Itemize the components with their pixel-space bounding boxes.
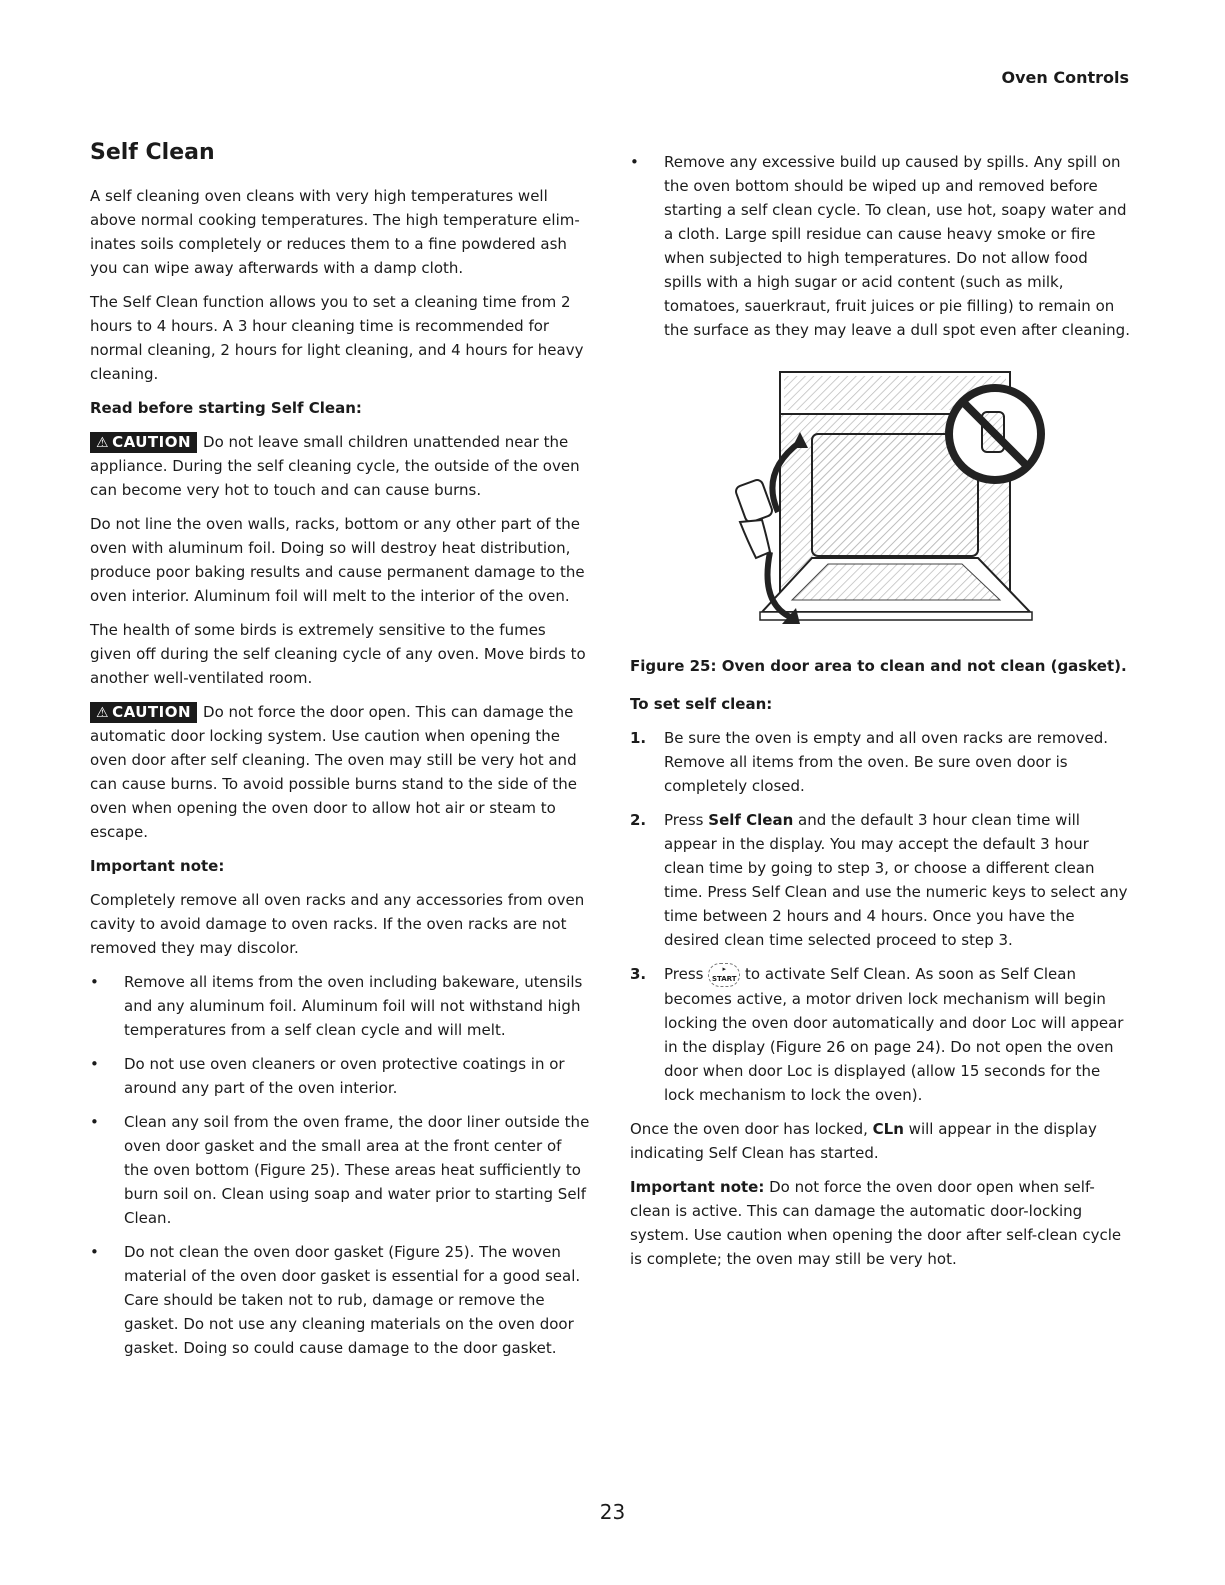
self-clean-key: Self Clean — [708, 811, 794, 829]
intro-paragraph-1: A self cleaning oven cleans with very high temperatures well above normal cooking temperatures. The high temperature elim-inates soils completely or reduces them to a fine powdered ash you can wipe away afterwards with a damp cloth. — [90, 187, 580, 277]
step-number: 3. — [630, 965, 647, 983]
bullet-dot: • — [90, 1243, 99, 1261]
important-note-label: Important note: — [630, 1177, 765, 1196]
step-number: 2. — [630, 811, 647, 829]
step-item — [630, 808, 1130, 952]
warning-triangle-icon: ⚠ — [96, 435, 110, 451]
step-text-pre: Press — [664, 965, 704, 983]
caution-text-2: Do not force the door open. This can damage the automatic door locking system. Use caution when opening the oven door after self cleaning. The oven may still be very hot and can cause burns. To avoid possible burns stand to the side of the oven when opening the oven door to allow hot air or steam to escape. — [90, 703, 577, 841]
oven-illustration — [700, 362, 1060, 642]
locked-text-post: will appear in the display indicating Self Clean has started. — [630, 1119, 1097, 1162]
section-header: Oven Controls — [1001, 68, 1129, 87]
left-column — [90, 140, 590, 1370]
to-set-heading: To set self clean: — [630, 695, 773, 713]
caution-paragraph-2 — [90, 700, 590, 844]
important-note-body: Do not force the oven door open when self-clean is active. This can damage the automatic door-locking system. Use caution when opening the door after self-clean cycle is complete; the oven may still be very hot. — [630, 1177, 1122, 1268]
bullet-dot: • — [90, 1113, 99, 1131]
step-number: 1. — [630, 729, 647, 747]
page-number: 23 — [599, 1500, 626, 1524]
list-item — [90, 970, 590, 1042]
list-item — [630, 150, 1130, 342]
step-text: Be sure the oven is empty and all oven racks are removed. Remove all items from the oven. Be sure oven door is completely closed. — [664, 729, 1109, 795]
caution-paragraph-1 — [90, 430, 590, 502]
steps-list — [630, 726, 1130, 1107]
important-note-text: Completely remove all oven racks and any accessories from oven cavity to avoid damage to oven racks. If the oven racks are not removed they may discolor. — [90, 891, 585, 957]
list-item-text: Remove any excessive build up caused by spills. Any spill on the oven bottom should be wiped up and removed before starting a self clean cycle. To clean, use hot, soapy water and a cloth. Large spill residue can cause heavy smoke or fire when subjected to high temperatures. Do not allow food spills with a high sugar or acid content (such as milk, tomatoes, sauerkraut, fruit juices or pie filling) to remain on the surface as they may leave a dull spot even after cleaning. — [664, 153, 1130, 339]
bullet-dot: • — [90, 1055, 99, 1073]
caution-text-1: Do not leave small children unattended near the appliance. During the self cleaning cycle, the outside of the oven can become very hot to touch and can cause burns. — [90, 433, 580, 499]
intro-paragraph-2: The Self Clean function allows you to set a cleaning time from 2 hours to 4 hours. A 3 hour cleaning time is recommended for normal cleaning, 2 hours for light cleaning, and 4 hours for heavy cleaning. — [90, 293, 584, 383]
bullet-dot: • — [90, 973, 99, 991]
step-item — [630, 962, 1130, 1107]
list-item-text: Remove all items from the oven including bakeware, utensils and any aluminum foil. Aluminum foil will not withstand high temperatures from a self clean cycle and will melt. — [124, 973, 583, 1039]
cln-display-code: CLn — [872, 1119, 904, 1138]
figure-caption: Figure 25: Oven door area to clean and not clean (gasket). — [630, 657, 1127, 675]
locked-paragraph — [630, 1117, 1130, 1165]
bullet-dot: • — [630, 153, 639, 171]
list-item — [90, 1052, 590, 1100]
list-item — [90, 1240, 590, 1360]
list-item-text: Clean any soil from the oven frame, the door liner outside the oven door gasket and the small area at the front center of the oven bottom (Figure 25). These areas heat sufficiently to burn soil on. Clean using soap and water prior to starting Self Clean. — [124, 1113, 590, 1227]
step-text-pre: Press — [664, 811, 704, 829]
read-before-heading: Read before starting Self Clean: — [90, 399, 362, 417]
birds-paragraph: The health of some birds is extremely sensitive to the fumes given off during the self cleaning cycle of any oven. Move birds to another well-ventilated room. — [90, 621, 586, 687]
warning-triangle-icon: ⚠ — [96, 705, 110, 721]
step-text-post: and the default 3 hour clean time will appear in the display. You may accept the default 3 hour clean time by going to step 3, or choose a different clean time. Press Self Clean and use the numeric keys to select any time between 2 hours and 4 hours. Once you have the desired clean time selected proceed to step 3. — [664, 811, 1128, 949]
step-text-post: to activate Self Clean. As soon as Self Clean becomes active, a motor driven lock mechanism will begin locking the oven door automatically and door Loc will appear in the display (Figure 26 on page 24). Do not open the oven door when door Loc is displayed (allow 15 seconds for the lock mechanism to lock the oven). — [664, 965, 1124, 1104]
page-title: Self Clean — [90, 140, 215, 165]
bullet-list-right — [630, 150, 1130, 342]
start-key-label: START — [711, 974, 737, 983]
door-edge — [760, 612, 1032, 620]
caution-label: CAUTION — [112, 433, 192, 451]
important-note-heading: Important note: — [90, 857, 225, 875]
right-column — [630, 150, 1130, 1281]
locked-text-pre: Once the oven door has locked, — [630, 1119, 868, 1138]
hand-icon — [740, 520, 770, 558]
foil-paragraph: Do not line the oven walls, racks, bottom or any other part of the oven with aluminum foil. Doing so will destroy heat distribution, produce poor baking results and cause permanent damage to the oven interior. Aluminum foil will melt to the interior of the oven. — [90, 515, 585, 605]
start-key-icon: ▸ START — [708, 963, 740, 987]
bullet-list — [90, 970, 590, 1360]
oven-door-figure — [700, 362, 1060, 642]
list-item-text: Do not clean the oven door gasket (Figure 25). The woven material of the oven door gasket is essential for a good seal. Care should be taken not to rub, damage or remove the gasket. Do not use any cleaning materials on the oven door gasket. Doing so could cause damage to the door gasket. — [124, 1243, 581, 1357]
important-note-paragraph — [630, 1175, 1130, 1271]
caution-badge — [90, 432, 197, 453]
list-item — [90, 1110, 590, 1230]
list-item-text: Do not use oven cleaners or oven protective coatings in or around any part of the oven interior. — [124, 1055, 565, 1097]
sponge-icon — [734, 478, 773, 523]
caution-badge — [90, 702, 197, 723]
caution-label: CAUTION — [112, 703, 192, 721]
step-item — [630, 726, 1130, 798]
